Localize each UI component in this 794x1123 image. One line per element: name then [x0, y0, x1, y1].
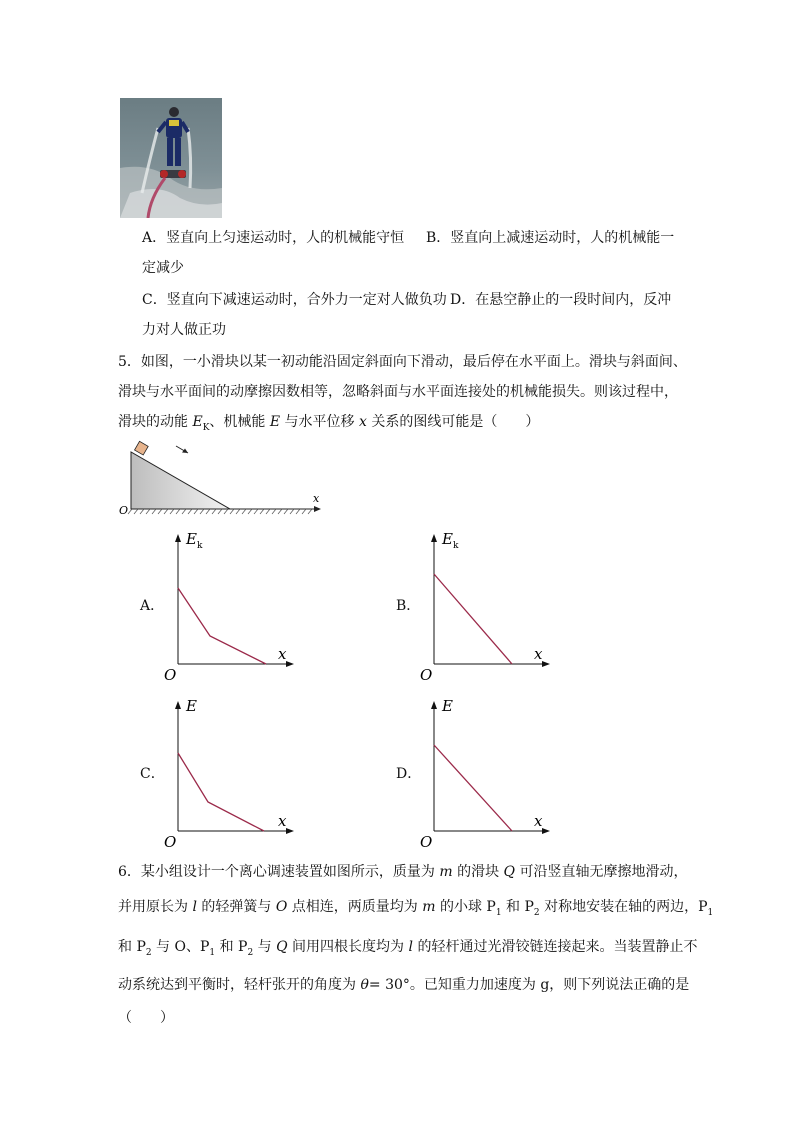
graph-c-ylabel: E	[186, 697, 197, 715]
graph-a-ylabel: E	[186, 530, 197, 548]
q5-line1: 5．如图，一小滑块以某一初动能沿固定斜面向下滑动，最后停在水平面上。滑块与斜面间、	[118, 354, 687, 370]
option-b-line2: 定减少	[142, 260, 184, 276]
graph-d-ylabel: E	[442, 697, 453, 715]
graph-b-curve	[434, 574, 512, 664]
q5-line3: 滑块的动能 $E_K$、机械能 E 与水平位移 x 关系的图线可能是（ ）	[118, 414, 540, 433]
incline-origin-label: O	[119, 504, 129, 517]
graph-b-ysub: k	[453, 541, 459, 551]
graph-b-label: B．	[396, 598, 421, 614]
option-d-line2: 力对人做正功	[142, 322, 226, 338]
graph-c	[160, 695, 300, 850]
graph-d-xlabel: x	[534, 812, 543, 830]
graph-d-origin: O	[420, 833, 433, 850]
graph-b-ylabel: E	[442, 530, 453, 548]
q6-line4: 动系统达到平衡时，轻杆张开的角度为 θ= 30°。已知重力加速度为 g，则下列说法正确的是	[118, 977, 690, 993]
q6-line5: （ ）	[118, 1010, 174, 1026]
q5-line2: 滑块与水平面间的动摩擦因数相等，忽略斜面与水平面连接处的机械能损失。则该过程中，	[118, 384, 678, 400]
q6-line2: 并用原长为 l 的轻弹簧与 O 点相连，两质量均为 m 的小球 $P_1$ 和 $P_2$ 对称地安装在轴的两边，$P_1$	[118, 899, 714, 918]
graph-d-label: D．	[396, 766, 422, 782]
option-d-line1: D．在悬空静止的一段时间内，反冲	[450, 292, 672, 308]
graph-c-origin: O	[164, 833, 177, 850]
graph-a	[160, 528, 300, 683]
graph-a-origin: O	[164, 666, 177, 683]
q6-line3: 和 $P_2$ 与 O、$P_1$ 和 $P_2$ 与 Q 间用四根长度均为 l 的轻杆通过光滑铰链连接起来。当装置静止不	[118, 939, 698, 958]
incline-figure	[118, 440, 328, 520]
graph-b	[416, 528, 556, 683]
graph-c-label: C．	[140, 766, 165, 782]
graph-a-label: A．	[140, 598, 165, 614]
flyboard-photo	[120, 98, 222, 218]
graph-d	[416, 695, 556, 850]
graph-b-origin: O	[420, 666, 433, 683]
incline-x-label: x	[313, 492, 320, 505]
graph-a-ysub: k	[197, 541, 203, 551]
graph-c-curve	[178, 753, 264, 831]
option-a: A．竖直向上匀速运动时，人的机械能守恒	[142, 230, 405, 246]
option-c: C．竖直向下减速运动时，合外力一定对人做负功	[142, 292, 447, 308]
graph-d-curve	[434, 745, 512, 831]
q6-line1: 6．某小组设计一个离心调速装置如图所示，质量为 m 的滑块 Q 可沿竖直轴无摩擦地滑动，	[118, 864, 688, 880]
graph-a-curve	[178, 588, 266, 664]
graph-c-xlabel: x	[278, 812, 287, 830]
graph-a-xlabel: x	[278, 645, 287, 663]
option-b-line1: B．竖直向上减速运动时，人的机械能一	[426, 230, 675, 246]
graph-b-xlabel: x	[534, 645, 543, 663]
